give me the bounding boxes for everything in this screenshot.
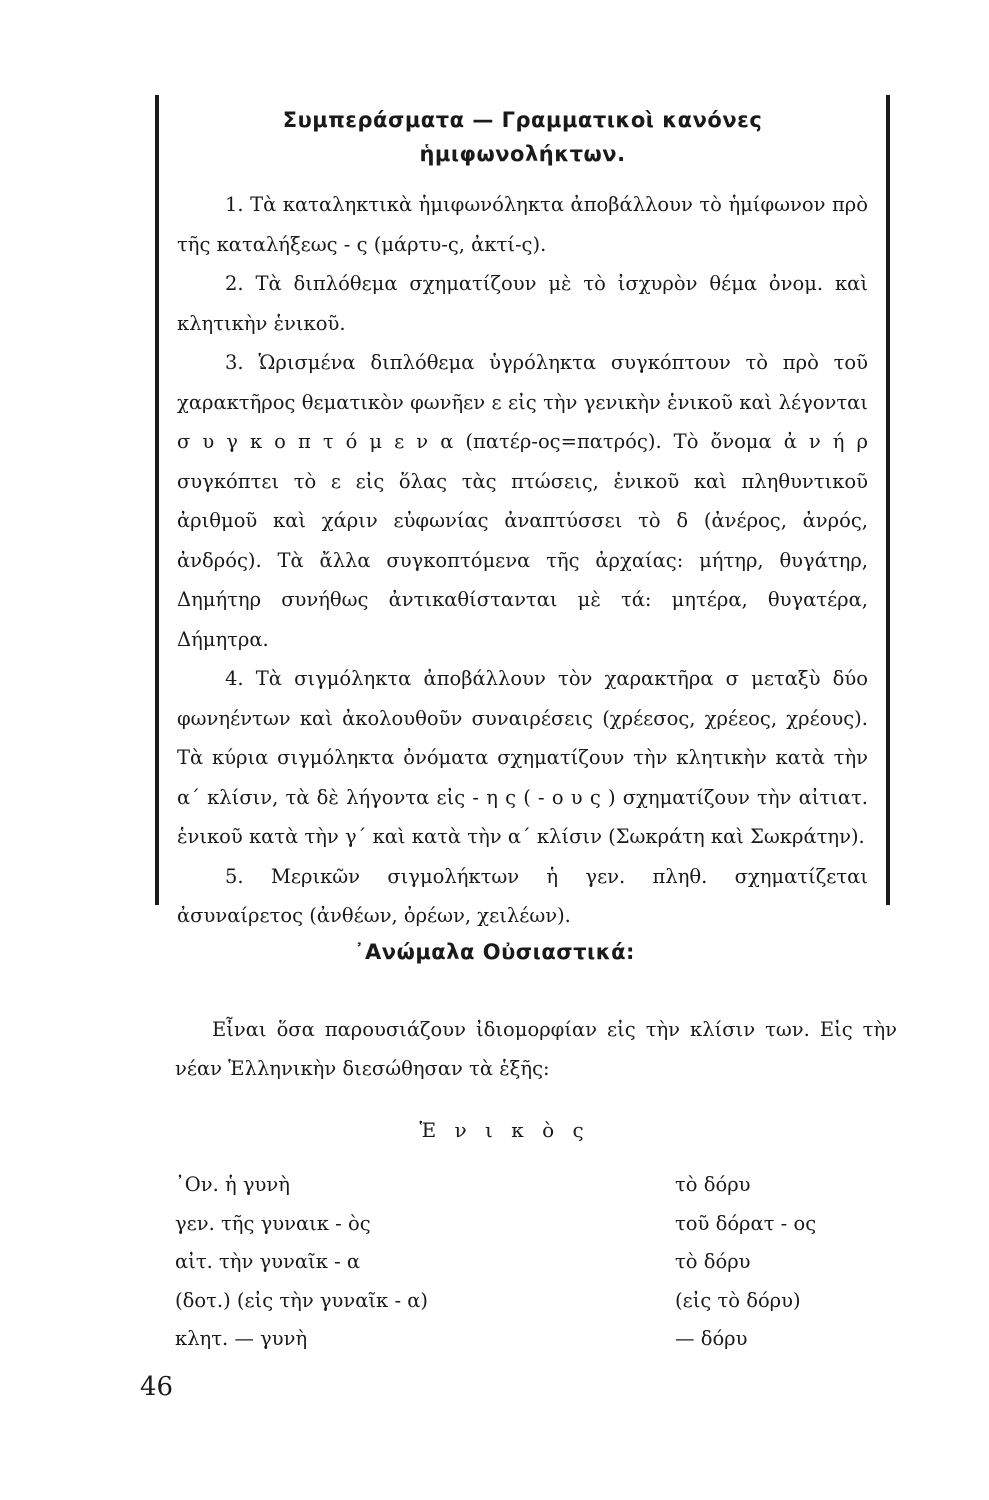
page-number: 46 [140,1372,174,1402]
declension-row [175,1282,835,1321]
summary-box [155,95,890,927]
summary-title [177,103,868,171]
summary-title-line-1: Συμπεράσματα — Γραμματικοὶ κανόνες [282,108,763,132]
declension-table [175,1166,835,1359]
rule-1: 1. Τὰ καταληκτικὰ ἡμιφωνόληκτα ἀποβάλλουν τὸ ἡμίφωνον πρὸ τῆς καταλήξεως - ς (μάρτυ-ς, ἀκτί-ς). [177,193,868,256]
declension-row [175,1205,835,1244]
rule-4: 4. Τὰ σιγμόληκτα ἀποβάλλουν τὸν χαρακτῆρα σ μεταξὺ δύο φωνηέντων καὶ ἀκολουθοῦν συναιρέσεις (χρέεσος, χρέεος, χρέους). Τὰ κύρια σιγμόληκτα ὀνόματα σχηματίζουν τὴν κλητικὴν κατὰ τὴν α΄ κλίσιν, τὰ δὲ λήγοντα εἰς - η ς ( - ο υ ς ) σχηματίζουν τὴν αἰτιατ. ἑνικοῦ κατὰ τὴν γ΄ καὶ κατὰ τὴν α΄ κλίσιν (Σωκράτη καὶ Σωκράτην). [177,667,868,848]
declension-row [175,1320,835,1359]
declension-right: τοῦ δόρατ - ος [675,1211,817,1235]
declension-right: — δόρυ [675,1327,748,1350]
declension-heading: Ἑ ν ι κ ὸ ς [419,1118,590,1142]
declension-left: ᾿Ον. ἡ γυνὴ [175,1173,290,1196]
rule-5: 5. Μερικῶν σιγμολήκτων ἡ γεν. πληθ. σχηματίζεται ἀσυναίρετος (ἀνθέων, ὀρέων, χειλέων). [177,864,868,927]
declension-left: γεν. τῆς γυναικ - ὸς [175,1211,371,1235]
declension-row [175,1243,835,1282]
rule-2: 2. Τὰ διπλόθεμα σχηματίζουν μὲ τὸ ἰσχυρὸν θέμα ὀνομ. καὶ κλητικὴν ἑνικοῦ. [177,272,868,335]
section-intro: Εἶναι ὅσα παρουσιάζουν ἰδιομορφίαν εἰς τὴν κλίσιν των. Εἰς τὴν νέαν Ἑλληνικὴν διεσώθησαν τὰ ἑξῆς: [175,1018,897,1080]
declension-right: (εἰς τὸ δόρυ) [675,1288,801,1312]
section-heading: ᾿Ανώμαλα Οὐσιαστικά: [354,940,635,964]
declension-row [175,1166,835,1205]
summary-title-line-2: ἡμιφωνολήκτων. [419,142,626,166]
declension-left: κλητ. — γυνὴ [175,1327,308,1350]
rule-3: 3. Ὡρισμένα διπλόθεμα ὑγρόληκτα συγκόπτουν τὸ πρὸ τοῦ χαρακτῆρος θεματικὸν φωνῆεν ε εἰς τὴν γενικὴν ἑνικοῦ καὶ λέγονται σ υ γ κ ο π τ ό μ ε ν α (πατέρ-ος=πατρός). Τὸ ὄνομα ἀ ν ή ρ συγκόπτει τὸ ε εἰς ὅλας τὰς πτώσεις, ἑνικοῦ καὶ πληθυντικοῦ ἀριθμοῦ καὶ χάριν εὐφωνίας ἀναπτύσσει τὸ δ (ἀνέρος, ἀνρός, ἀνδρός). Τὰ ἄλλα συγκοπτόμενα τῆς ἀρχαίας: μήτηρ, θυγάτηρ, Δημήτηρ συνήθως ἀντικαθίστανται μὲ τά: μητέρα, θυγατέρα, Δήμητρα. [177,351,868,651]
declension-right: τὸ δόρυ [675,1173,751,1196]
declension-left: αἰτ. τὴν γυναῖκ - α [175,1250,361,1273]
declension-left: (δοτ.) (εἰς τὴν γυναῖκ - α) [175,1288,429,1312]
declension-right: τὸ δόρυ [675,1250,751,1273]
